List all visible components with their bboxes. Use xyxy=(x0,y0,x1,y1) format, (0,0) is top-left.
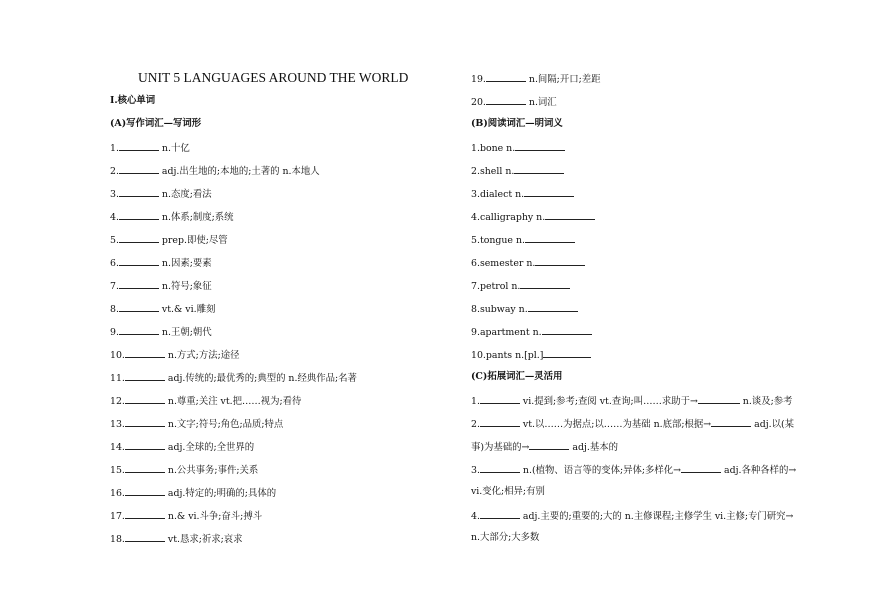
answer-blank[interactable] xyxy=(529,440,569,450)
answer-blank[interactable] xyxy=(486,95,526,105)
item-number: 4. xyxy=(110,212,119,223)
list-item-continuation: vi.变化;相异;有别 xyxy=(471,486,545,497)
item-number: 13. xyxy=(110,419,125,430)
answer-blank[interactable] xyxy=(125,417,165,427)
item-word: 2.shell n. xyxy=(471,166,515,177)
list-item xyxy=(110,141,190,155)
item-definition: n.词汇 xyxy=(525,97,557,108)
answer-blank[interactable] xyxy=(514,164,564,174)
item-definition: adj.主要的;重要的;大的 n.主修课程;主修学生 vi.主修;专门研究→ xyxy=(519,511,794,522)
item-definition: n.王朝;朝代 xyxy=(158,327,212,338)
item-word: 6.semester n. xyxy=(471,258,536,269)
list-item xyxy=(471,187,574,201)
item-definition: vt.恳求;祈求;哀求 xyxy=(164,534,243,545)
answer-blank[interactable] xyxy=(535,256,585,266)
item-number: 7. xyxy=(110,281,119,292)
list-item xyxy=(110,417,283,431)
answer-blank[interactable] xyxy=(480,463,520,473)
answer-blank[interactable] xyxy=(524,187,574,197)
list-item xyxy=(471,279,570,293)
answer-blank[interactable] xyxy=(125,440,165,450)
answer-blank[interactable] xyxy=(542,325,592,335)
item-number: 1. xyxy=(110,143,119,154)
item-number: 15. xyxy=(110,465,125,476)
answer-blank[interactable] xyxy=(125,532,165,542)
list-item xyxy=(110,532,243,546)
item-number: 6. xyxy=(110,258,119,269)
list-item xyxy=(471,509,793,523)
list-item-continuation: n.大部分;大多数 xyxy=(471,532,540,543)
item-definition: n.态度;看法 xyxy=(158,189,212,200)
item-number: 3. xyxy=(110,189,119,200)
answer-blank[interactable] xyxy=(119,325,159,335)
answer-blank[interactable] xyxy=(119,233,159,243)
answer-blank[interactable] xyxy=(119,302,159,312)
item-word: 7.petrol n. xyxy=(471,281,521,292)
list-item xyxy=(110,325,212,339)
item-definition: 事)为基础的→ xyxy=(471,442,530,453)
list-item xyxy=(471,325,592,339)
list-item xyxy=(110,348,240,362)
answer-blank[interactable] xyxy=(520,279,570,289)
item-word: 8.subway n. xyxy=(471,304,528,315)
answer-blank[interactable] xyxy=(119,141,159,151)
item-definition: n.间隔;开口;差距 xyxy=(525,74,601,85)
answer-blank[interactable] xyxy=(528,302,578,312)
answer-blank[interactable] xyxy=(119,210,159,220)
item-number: 3. xyxy=(471,465,480,476)
list-item xyxy=(110,463,258,477)
item-definition: n.(植物、语言等的变体;异体;多样化→ xyxy=(519,465,682,476)
answer-blank[interactable] xyxy=(125,509,165,519)
list-item xyxy=(110,440,254,454)
list-item xyxy=(471,417,794,431)
item-definition: n.十亿 xyxy=(158,143,190,154)
answer-blank[interactable] xyxy=(698,394,740,404)
answer-blank[interactable] xyxy=(125,348,165,358)
list-item xyxy=(471,141,565,155)
item-definition: n.公共事务;事件;关系 xyxy=(164,465,259,476)
list-item-continuation xyxy=(471,440,618,454)
item-definition: vi.提到;参考;查阅 vt.查询;叫……求助于→ xyxy=(519,396,698,407)
list-item xyxy=(110,302,215,316)
item-word: 5.tongue n. xyxy=(471,235,525,246)
item-definition: n.体系;制度;系统 xyxy=(158,212,234,223)
list-item xyxy=(471,95,557,109)
answer-blank[interactable] xyxy=(119,279,159,289)
answer-blank[interactable] xyxy=(119,256,159,266)
item-number: 2. xyxy=(110,166,119,177)
item-definition-cont: adj.基本的 xyxy=(569,442,618,453)
list-item xyxy=(110,279,212,293)
list-item xyxy=(471,463,796,477)
item-word: 3.dialect n. xyxy=(471,189,525,200)
list-item xyxy=(471,394,793,408)
item-word: 10.pants n.[pl.] xyxy=(471,350,544,361)
item-definition: adj.出生地的;本地的;土著的 n.本地人 xyxy=(158,166,320,177)
list-item xyxy=(110,233,228,247)
list-item xyxy=(471,72,601,86)
answer-blank[interactable] xyxy=(486,72,526,82)
item-definition: vt.& vi.雕刻 xyxy=(158,304,216,315)
list-item xyxy=(471,210,595,224)
item-number: 14. xyxy=(110,442,125,453)
item-number: 1. xyxy=(471,396,480,407)
list-item xyxy=(110,394,301,408)
answer-blank[interactable] xyxy=(515,141,565,151)
list-item xyxy=(110,256,212,270)
subheading-reading-vocab: (B)阅读词汇—明词义 xyxy=(471,118,563,129)
list-item xyxy=(110,486,276,500)
item-number: 4. xyxy=(471,511,480,522)
answer-blank[interactable] xyxy=(125,463,165,473)
item-definition: adj.传统的;最优秀的;典型的 n.经典作品;名著 xyxy=(164,373,357,384)
list-item xyxy=(471,256,585,270)
list-item xyxy=(110,371,357,385)
item-number: 2. xyxy=(471,419,480,430)
answer-blank[interactable] xyxy=(125,371,165,381)
item-number: 10. xyxy=(110,350,125,361)
item-definition: n.方式;方法;途径 xyxy=(164,350,240,361)
list-item xyxy=(471,302,578,316)
list-item xyxy=(110,509,262,523)
item-number: 19. xyxy=(471,74,486,85)
item-definition-cont: n.谈及;参考 xyxy=(739,396,793,407)
item-definition-cont: adj.以(某 xyxy=(751,419,795,430)
subheading-extended-vocab: (C)拓展词汇—灵活用 xyxy=(471,371,563,382)
list-item xyxy=(471,233,575,247)
item-definition: vt.以……为据点;以……为基础 n.底部;根据→ xyxy=(519,419,712,430)
item-number: 9. xyxy=(110,327,119,338)
list-item xyxy=(110,164,320,178)
subheading-writing-vocab: (A)写作词汇—写词形 xyxy=(110,118,202,129)
list-item xyxy=(471,164,564,178)
answer-blank[interactable] xyxy=(480,509,520,519)
item-number: 11. xyxy=(110,373,125,384)
answer-blank[interactable] xyxy=(119,187,159,197)
item-number: 8. xyxy=(110,304,119,315)
item-definition: n.因素;要素 xyxy=(158,258,212,269)
item-number: 5. xyxy=(110,235,119,246)
item-word: 4.calligraphy n. xyxy=(471,212,546,223)
answer-blank[interactable] xyxy=(125,486,165,496)
list-item xyxy=(471,348,591,362)
answer-blank[interactable] xyxy=(525,233,575,243)
item-number: 12. xyxy=(110,396,125,407)
answer-blank[interactable] xyxy=(119,164,159,174)
answer-blank[interactable] xyxy=(480,417,520,427)
answer-blank[interactable] xyxy=(711,417,751,427)
item-definition: n.符号;象征 xyxy=(158,281,212,292)
item-definition: n.尊重;关注 vt.把……视为;看待 xyxy=(164,396,302,407)
answer-blank[interactable] xyxy=(681,463,721,473)
answer-blank[interactable] xyxy=(545,210,595,220)
answer-blank[interactable] xyxy=(543,348,591,358)
item-word: 1.bone n. xyxy=(471,143,516,154)
item-number: 20. xyxy=(471,97,486,108)
item-word: 9.apartment n. xyxy=(471,327,542,338)
list-item xyxy=(110,187,212,201)
item-definition: adj.特定的;明确的;具体的 xyxy=(164,488,277,499)
item-definition: n.文字;符号;角色;品质;特点 xyxy=(164,419,284,430)
item-definition: prep.即使;尽管 xyxy=(158,235,228,246)
list-item xyxy=(110,210,234,224)
unit-title: UNIT 5 LANGUAGES AROUND THE WORLD xyxy=(138,70,409,85)
item-definition: n.& vi.斗争;奋斗;搏斗 xyxy=(164,511,263,522)
item-number: 18. xyxy=(110,534,125,545)
item-definition-cont: adj.各种各样的→ xyxy=(721,465,797,476)
item-number: 17. xyxy=(110,511,125,522)
item-number: 16. xyxy=(110,488,125,499)
answer-blank[interactable] xyxy=(480,394,520,404)
section-heading-core-words: Ⅰ.核心单词 xyxy=(110,95,156,106)
answer-blank[interactable] xyxy=(125,394,165,404)
item-definition: adj.全球的;全世界的 xyxy=(164,442,255,453)
